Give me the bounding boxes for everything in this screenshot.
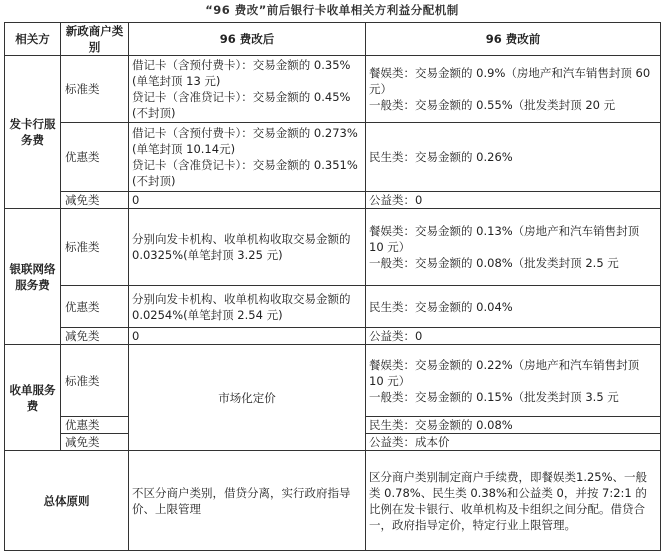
acquirer-exempt-before: 公益类：成本价 (366, 434, 661, 451)
issuer-standard-before: 餐娱类：交易金额的 0.9%（房地产和汽车销售封顶 60 元） 一般类：交易金额的 0.55%（批发类封顶 20 元 (366, 56, 661, 123)
issuer-exempt-before: 公益类：0 (366, 192, 661, 209)
issuer-preferential-after: 借记卡（含预付费卡）：交易金额的 0.273%(单笔封顶 10.14元) 贷记卡（含准贷记卡）：交易金额的 0.351%(不封顶) (129, 123, 366, 192)
issuer-exempt-after: 0 (129, 192, 366, 209)
overall-after: 不区分商户类别，借贷分离，实行政府指导价、上限管理 (129, 451, 366, 551)
unionpay-exempt-after: 0 (129, 328, 366, 345)
unionpay-standard-before: 餐娱类：交易金额的 0.13%（房地产和汽车销售封顶 10 元） 一般类：交易金额的 0.08%（批发类封顶 2.5 元 (366, 209, 661, 286)
table-title: “96 费改”前后银行卡收单相关方利益分配机制 (205, 3, 459, 17)
unionpay-preferential-label: 优惠类 (61, 286, 129, 328)
table-row (5, 286, 661, 328)
issuer-preferential-before: 民生类：交易金额的 0.26% (366, 123, 661, 192)
header-category: 新政商户类别 (61, 23, 129, 56)
header-before: 96 费改前 (366, 23, 661, 56)
table-row (5, 192, 661, 209)
table-row (5, 56, 661, 123)
header-row (5, 23, 661, 56)
fee-distribution-table (4, 22, 661, 551)
acquirer-standard-label: 标准类 (61, 345, 129, 417)
acquirer-standard-before: 餐娱类：交易金额的 0.22%（房地产和汽车销售封顶 10 元） 一般类：交易金额的 0.15%（批发类封顶 3.5 元 (366, 345, 661, 417)
unionpay-preferential-before: 民生类：交易金额的 0.04% (366, 286, 661, 328)
issuer-standard-label: 标准类 (61, 56, 129, 123)
table-row (5, 451, 661, 551)
issuer-party: 发卡行服务费 (5, 56, 61, 209)
table-row (5, 123, 661, 192)
overall-party: 总体原则 (5, 451, 129, 551)
acquirer-preferential-label: 优惠类 (61, 417, 129, 434)
acquirer-party: 收单服务费 (5, 345, 61, 451)
acquirer-after: 市场化定价 (129, 345, 366, 451)
unionpay-exempt-before: 公益类：0 (366, 328, 661, 345)
header-party: 相关方 (5, 23, 61, 56)
table-row (5, 209, 661, 286)
table-row (5, 345, 661, 417)
unionpay-exempt-label: 减免类 (61, 328, 129, 345)
unionpay-preferential-after: 分别向发卡机构、收单机构收取交易金额的 0.0254%(单笔封顶 2.54 元) (129, 286, 366, 328)
unionpay-standard-after: 分别向发卡机构、收单机构收取交易金额的 0.0325%(单笔封顶 3.25 元) (129, 209, 366, 286)
acquirer-preferential-before: 民生类：交易金额的 0.08% (366, 417, 661, 434)
issuer-standard-after: 借记卡（含预付费卡）：交易金额的 0.35%(单笔封顶 13 元) 贷记卡（含准贷记卡）：交易金额的 0.45%(不封顶) (129, 56, 366, 123)
unionpay-standard-label: 标准类 (61, 209, 129, 286)
acquirer-exempt-label: 减免类 (61, 434, 129, 451)
issuer-exempt-label: 减免类 (61, 192, 129, 209)
issuer-preferential-label: 优惠类 (61, 123, 129, 192)
unionpay-party: 银联网络服务费 (5, 209, 61, 345)
table-row (5, 328, 661, 345)
header-after: 96 费改后 (129, 23, 366, 56)
overall-before: 区分商户类别制定商户手续费，即餐娱类1.25%、一般类 0.78%、民生类 0.38%和公益类 0，并按 7:2:1 的比例在发卡银行、收单机构及卡组织之间分配。借贷合一，政府指导定价，特定行业上限管理。 (366, 451, 661, 551)
